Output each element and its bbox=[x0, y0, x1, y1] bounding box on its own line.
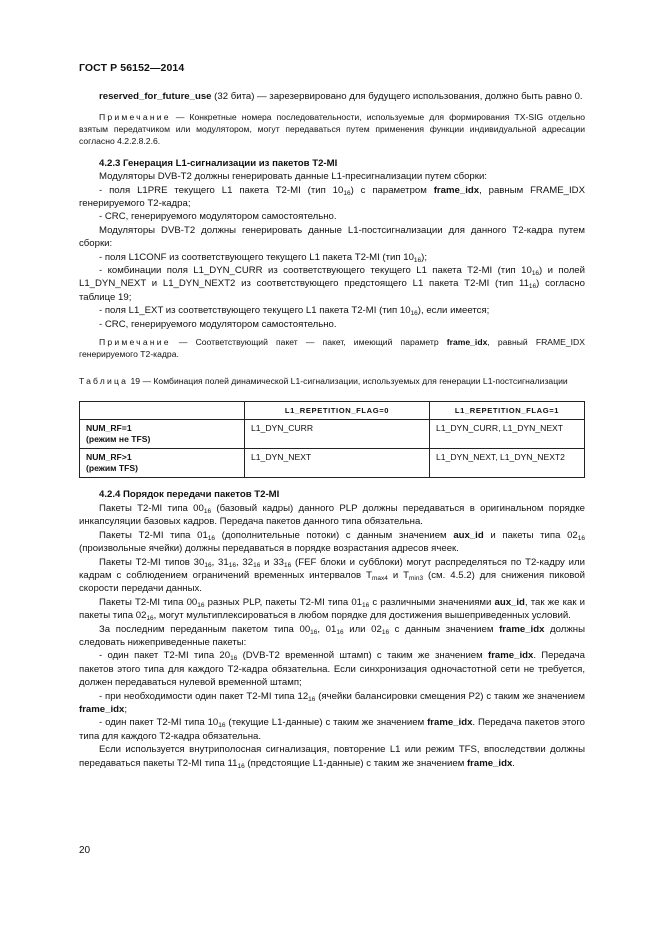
table-header-cell: L1_REPETITION_FLAG=1 bbox=[430, 402, 585, 420]
list-item: - при необходимости один пакет T2-MI типа $12_{16}$ (ячейки балансировки смещения P2) с таким же значением frame_idx; bbox=[79, 690, 585, 715]
standard-header: ГОСТ Р 56152—2014 bbox=[79, 62, 185, 74]
table-row bbox=[80, 420, 585, 449]
list-item: - поля L1CONF из соответствующего текущего L1 пакета T2-MI (тип $10_{16}$); bbox=[99, 251, 428, 264]
list-item: - один пакет T2-MI типа $20_{16}$ (DVB-T2 временной штамп) с таким же значением frame_idx. Передача пакетов этого типа для каждого T2-кадра обязательна. Если синхронизация одночастотной сети не требуется, должен передаваться нулевой временной штамп; bbox=[79, 650, 585, 689]
paragraph: Пакеты T2-MI типа $01_{16}$ (дополнительные потоки) с данным значением aux_id и пакеты типа $02_{16}$ (произвольные ячейки) должны передаваться в порядке возрастания адресов ячеек. bbox=[79, 529, 585, 555]
table-row bbox=[80, 449, 585, 478]
list-item: - поля L1PRE текущего L1 пакета T2-MI (тип $10_{16}$) с параметром frame_idx, равным FRAME_IDX генерируемого T2-кадра; bbox=[79, 184, 585, 210]
list-item: - CRC, генерируемого модулятором самостоятельно. bbox=[99, 211, 337, 223]
table-row-header: NUM_RF=1 (режим не TFS) bbox=[80, 420, 245, 449]
table-19-caption: Таблица 19 — Комбинация полей динамической L1-сигнализации, используемых для генерации L1-постсигнализации bbox=[79, 375, 568, 386]
table-row-header: NUM_RF>1 (режим TFS) bbox=[80, 449, 245, 478]
paragraph: Модуляторы DVB-T2 должны генерировать данные L1-постсигнализации для данного T2-кадра путем сборки: bbox=[79, 224, 585, 250]
table-cell: L1_DYN_NEXT, L1_DYN_NEXT2 bbox=[430, 449, 585, 478]
paragraph: Пакеты T2-MI типов $30_{16}$, $31_{16}$, $32_{16}$ и $33_{16}$ (FEF блоки и субблоки) могут распределяться по T2-кадру или кадрам с соблюдением ограничений временных интервалов $T_{max4}$ и $T_{min3}$ (см. 4.5.2) для снижения пиковой скорости передачи данных. bbox=[79, 556, 585, 595]
table-header-cell: L1_REPETITION_FLAG=0 bbox=[245, 402, 430, 420]
note-2: Примечание — Соответствующий пакет — пакет, имеющий параметр frame_idx, равный FRAME_IDX генерируемого T2-кадра. bbox=[79, 337, 585, 359]
list-item: - комбинации поля L1_DYN_CURR из соответствующего текущего L1 пакета T2-MI (тип $10_{16}$) и полей L1_DYN_NEXT и L1_DYN_NEXT2 из соответствующего предстоящего L1 пакета T2-MI (тип $11_{16}$) согласно таблице 19; bbox=[79, 265, 585, 303]
section-4-2-4-heading: 4.2.4 Порядок передачи пакетов T2-MI bbox=[99, 489, 280, 501]
table-cell: L1_DYN_CURR, L1_DYN_NEXT bbox=[430, 420, 585, 449]
table-header-row bbox=[80, 402, 585, 420]
table-19 bbox=[79, 401, 585, 478]
paragraph: Если используется внутриполосная сигнализация, повторение L1 или режим TFS, впоследствии должны передаваться пакеты T2-MI типа $11_{16}$ (предстоящие L1-данные) с таким же значением frame_idx. bbox=[79, 744, 585, 770]
paragraph: Модуляторы DVB-T2 должны генерировать данные L1-пресигнализации путем сборки: bbox=[99, 171, 487, 183]
table-header-cell bbox=[80, 402, 245, 420]
reserved-field-paragraph: reserved_for_future_use (32 бита) — зарезервировано для будущего использования, должно быть равно 0. bbox=[99, 91, 583, 102]
paragraph: Пакеты T2-MI типа $00_{16}$ (базовый кадры) данного PLP должны передаваться в оригинальном порядке инкапсуляции базовых кадров. Передача пакетов данного типа обязательна. bbox=[79, 502, 586, 528]
paragraph: Пакеты T2-MI типа $00_{16}$ разных PLP, пакеты T2-MI типа $01_{16}$ с различными значениями aux_id, так же как и пакеты типа $02_{16}$, могут мультиплексироваться в любом порядке для достижения вышеприведенных условий. bbox=[79, 596, 586, 623]
field-name: reserved_for_future_use bbox=[99, 91, 212, 102]
list-item: - поля L1_EXT из соответствующего текущего L1 пакета T2-MI (тип $10_{16}$), если имеется; bbox=[99, 305, 490, 318]
table-cell: L1_DYN_CURR bbox=[245, 420, 430, 449]
note-1: Примечание — Конкретные номера последовательности, используемые для формирования TX-SIG отдельно взятым передатчиком или модулятором, могут передаваться путем применения функции индивидуальной адресации согласно 4.2.2.8.2.6. bbox=[79, 112, 585, 146]
section-4-2-3-heading: 4.2.3 Генерация L1-сигнализации из пакетов T2-MI bbox=[99, 157, 338, 169]
list-item: - один пакет T2-MI типа $10_{16}$ (текущие L1-данные) с таким же значением frame_idx. Передача пакетов этого типа для каждого T2-кадра обязательна. bbox=[79, 717, 585, 742]
paragraph: За последним переданным пакетом типа $00_{16}$, $01_{16}$ или $02_{16}$ с данным значением frame_idx должны следовать нижеприведенные пакеты: bbox=[79, 623, 585, 648]
page-content bbox=[79, 90, 585, 770]
list-item: - CRC, генерируемого модулятором самостоятельно. bbox=[99, 318, 337, 330]
page-number: 20 bbox=[79, 845, 91, 856]
table-cell: L1_DYN_NEXT bbox=[245, 449, 430, 478]
